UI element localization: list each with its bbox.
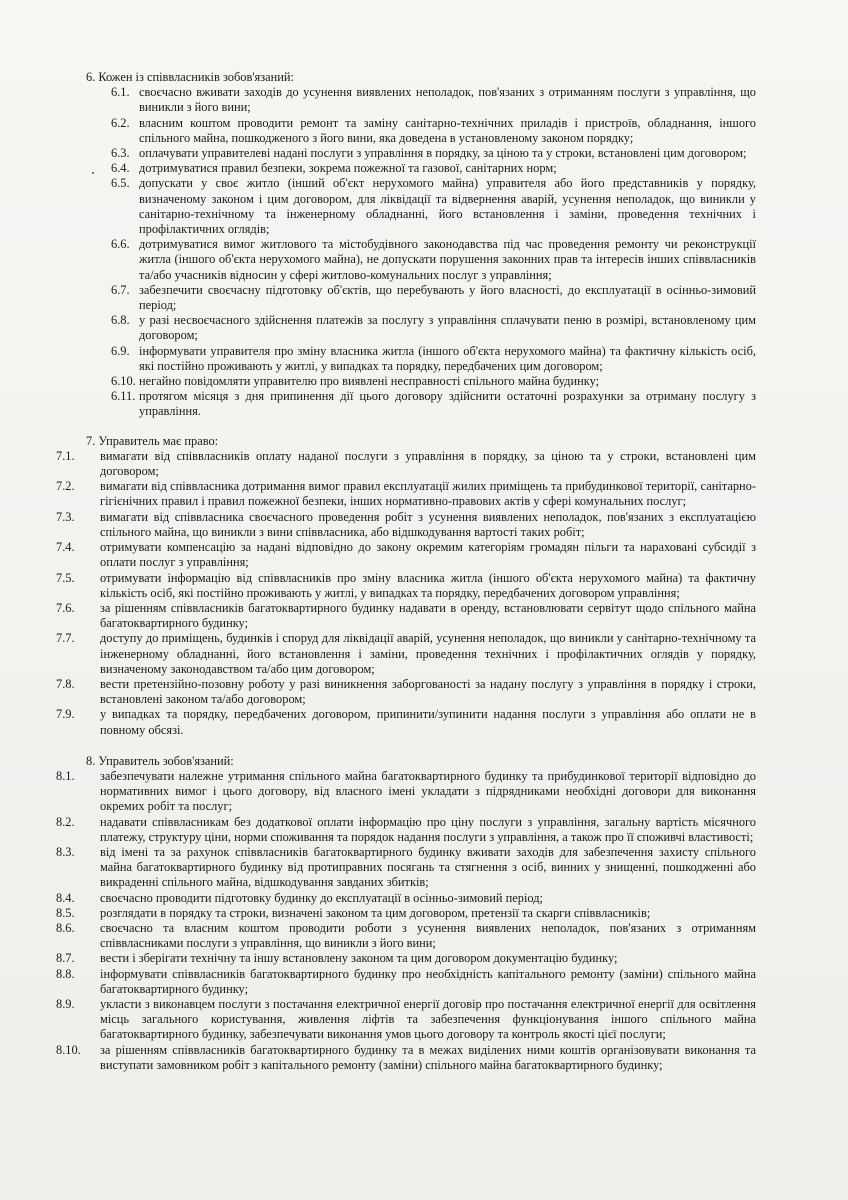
section-8-title: 8. Управитель зобов'язаний: (86, 753, 234, 768)
clause-number: 7.4. (56, 540, 75, 555)
clause-number: 8.9. (56, 996, 75, 1011)
clause-text: вимагати від співвласника своєчасного проведення робіт з усунення виявлених неполадок, пов'язаних з експлуатацією спільного майна, що виникли з вини співвласника, або відшкодування вартості таких робіт; (100, 509, 756, 539)
clause-number: 7.8. (56, 676, 75, 691)
clause-item (56, 389, 756, 419)
clause-text: інформувати співвласників багатоквартирного будинку про необхідність капітального ремонту (заміни) спільного майна багатоквартирного будинку; (100, 966, 756, 996)
clause-text: власним коштом проводити ремонт та заміну санітарно-технічних приладів і пристроїв, обладнання, іншого спільного майна, пошкодженого з його вини, яка доведена в установленому законом порядку; (139, 115, 756, 145)
clause-text: вимагати від співвласників оплату наданої послуги з управління в порядку, за ціною та у строки, встановлені цим договором; (100, 448, 756, 479)
clause-text: допускати у своє житло (інший об'єкт нерухомого майна) управителя або його представників у порядку, визначеному законом і цим договором, для ліквідації та відвернення аварій, усунення неполадок, що виникли у санітарно-технічному та інженерному обладнанні, його встановлення і заміни, проведення технічних і профілактичних оглядів; (139, 176, 756, 237)
clause-text: у разі несвоєчасного здійснення платежів за послугу з управління сплачувати пеню в розмірі, встановленому цим договором; (139, 313, 756, 343)
clause-item (56, 237, 756, 283)
clause-number: 8.7. (56, 951, 75, 966)
clause-item (56, 967, 756, 997)
clause-number: 6.3. (111, 146, 130, 161)
clause-number: 6.4. (111, 161, 130, 176)
clause-item (56, 707, 756, 737)
clause-number: 6.5. (111, 176, 130, 191)
clause-text: оплачувати управителеві надані послуги з управління в порядку, за ціною та у строки, встановлені цим договором; (139, 146, 747, 161)
clause-item (56, 845, 756, 891)
clause-item (56, 571, 756, 601)
section-7-title: 7. Управитель має право: (86, 433, 219, 448)
clause-text: своєчасно та власним коштом проводити роботи з усунення виявлених неполадок, пов'язаних з отриманням співвласниками послуги з управління, що виникли з його вини; (100, 920, 756, 951)
clause-item (56, 769, 756, 815)
clause-text: вимагати від співвласника дотримання вимог правил експлуатації жилих приміщень та прибудинкової території, санітарно-гігієнічних правил і правил пожежної безпеки, інших нормативно-правових актів у сфері комунальних послуг; (100, 479, 756, 509)
clause-item (56, 176, 756, 237)
clause-item (56, 283, 756, 313)
clause-text: своєчасно вживати заходів до усунення виявлених неполадок, пов'язаних з отриманням послуги з управління, що виникли з його вини; (139, 85, 756, 115)
clause-number: 8.8. (56, 966, 75, 981)
clause-number: 8.1. (56, 768, 75, 783)
clause-item (56, 1043, 756, 1073)
clause-text: від імені та за рахунок співвласників багатоквартирного будинку вживати заходів для забезпечення захисту спільного майна багатоквартирного будинку від протиправних посягань та стягнення з осіб, винних у знищенні, пошкодженні або викраденні спільного майна, відшкодування завданих збитків; (100, 844, 756, 890)
clause-text: вести претензійно-позовну роботу у разі виникнення заборгованості за надану послугу з управління в порядку і строки, встановлені законом та/або договором; (100, 676, 756, 707)
clause-text: отримувати інформацію від співвласників про зміну власника житла (іншого об'єкта нерухомого майна) та фактичну кількість осіб, які постійно проживають у житлі, у випадках та порядку, передбачених договором управління; (100, 570, 756, 600)
clause-number: 7.2. (56, 479, 75, 494)
clause-number: 7.3. (56, 509, 75, 524)
clause-text: розглядати в порядку та строки, визначені законом та цим договором, претензії та скарги співвласників; (100, 905, 651, 920)
clause-item (56, 85, 756, 115)
clause-number: 8.5. (56, 905, 75, 920)
clause-number: 7.5. (56, 570, 75, 585)
clause-text: за рішенням співвласників багатоквартирного будинку надавати в оренду, встановлювати сервітут щодо спільного майна багатоквартирного будинку; (100, 600, 756, 631)
clause-text: своєчасно проводити підготовку будинку до експлуатації в осінньо-зимовий період; (100, 890, 543, 905)
clause-item (56, 906, 756, 921)
section-8 (56, 754, 756, 1073)
clause-text: забезпечити своєчасну підготовку об'єктів, що перебувають у його власності, до експлуатації в осінньо-зимовий період; (139, 282, 756, 313)
clause-number: 7.7. (56, 631, 75, 646)
clause-text: у випадках та порядку, передбачених договором, припинити/зупинити надання послуги з управління або оплати не в повному обсязі. (100, 707, 756, 737)
clause-text: інформувати управителя про зміну власника житла (іншого об'єкта нерухомого майна) та фактичну кількість осіб, які постійно проживають у житлі, у випадках та порядку, передбачених цим договором; (139, 343, 756, 373)
clause-item (56, 374, 756, 389)
clause-text: за рішенням співвласників багатоквартирного будинку та в межах виділених ними коштів організовувати виконання та виступати замовником робіт з капітального ремонту (заміни) спільного майна багатоквартирного будинку; (100, 1042, 756, 1072)
clause-item (56, 921, 756, 951)
section-6-title: 6. Кожен із співвласників зобов'язаний: (86, 70, 294, 84)
clause-number: 8.3. (56, 844, 75, 859)
clause-text: негайно повідомляти управителю про виявлені несправності спільного майна будинку; (139, 374, 600, 389)
clause-text: дотримуватися вимог житлового та містобудівного законодавства під час проведення ремонту чи реконструкції житла (іншого об'єкта нерухомого майна), не допускати порушення законних прав та інтересів інших співвласників та/або учасників відносин у сфері житлово-комунальних послуг з управління; (139, 237, 756, 282)
clause-item (56, 313, 756, 343)
section-8-items (56, 769, 756, 1073)
clause-number: 8.10. (56, 1042, 81, 1057)
clause-item (56, 631, 756, 677)
clause-number: 6.10. (111, 374, 136, 389)
section-6 (56, 70, 756, 420)
clause-number: 6.7. (111, 282, 130, 297)
clause-item (56, 601, 756, 631)
clause-item (56, 540, 756, 570)
clause-number: 6.8. (111, 313, 130, 328)
clause-text: надавати співвласникам без додаткової оплати інформацію про ціну послуги з управління, загальну вартість місячного платежу, структуру ціни, норми споживання та порядок надання послуги з управління, а також про її споживчі властивості; (100, 814, 756, 844)
document-body (56, 70, 756, 1073)
clause-item (56, 116, 756, 146)
clause-text: укласти з виконавцем послуги з постачання електричної енергії договір про постачання електричної енергії для освітлення місць загального користування, живлення ліфтів та забезпечення функціонування іншого спільного майна багатоквартирного будинку, забезпечувати виконання умов цього договору та контроль якості цієї послуги; (100, 996, 756, 1042)
clause-item (56, 479, 756, 509)
clause-number: 8.6. (56, 920, 75, 935)
clause-item (56, 510, 756, 540)
clause-number: 6.11. (111, 389, 136, 404)
clause-text: протягом місяця з дня припинення дії цього договору здійснити остаточні розрахунки за отриману послугу з управління. (139, 389, 756, 419)
clause-item (56, 815, 756, 845)
clause-number: 6.2. (111, 115, 130, 130)
clause-item (56, 146, 756, 161)
clause-number: 6.6. (111, 237, 130, 252)
clause-text: вести і зберігати технічну та іншу встановлену законом та цим договором документацію будинку; (100, 951, 618, 966)
clause-item (56, 344, 756, 374)
clause-number: 8.4. (56, 890, 75, 905)
clause-number: 7.6. (56, 600, 75, 615)
clause-number: 8.2. (56, 814, 75, 829)
section-7 (56, 434, 756, 738)
clause-number: 6.9. (111, 343, 130, 358)
clause-text: дотримуватися правил безпеки, зокрема пожежної та газової, санітарних норм; (139, 161, 557, 176)
clause-number: 6.1. (111, 85, 130, 100)
clause-item (56, 997, 756, 1043)
clause-text: забезпечувати належне утримання спільного майна багатоквартирного будинку та прибудинкової території відповідно до нормативних вимог і цього договору, від власного імені укладати з підрядниками необхідні договори для виконання окремих робіт та послуг; (100, 768, 756, 814)
section-7-items (56, 449, 756, 738)
clause-item (56, 891, 756, 906)
clause-item (56, 449, 756, 479)
clause-item (56, 951, 756, 966)
clause-number: 7.9. (56, 707, 75, 722)
clause-text: доступу до приміщень, будинків і споруд для ліквідації аварій, усунення неполадок, що виникли у санітарно-технічному та інженерному обладнанні, його встановлення і заміни, проведення технічних і профілактичних оглядів у порядку, визначеному законодавством та/або цим договором; (100, 631, 756, 676)
section-6-items (56, 85, 756, 419)
clause-text: отримувати компенсацію за надані відповідно до закону окремим категоріям громадян пільги та нараховані субсидії з оплати послуг з управління; (100, 540, 756, 570)
clause-item (56, 677, 756, 707)
clause-item (56, 161, 756, 176)
clause-number: 7.1. (56, 448, 75, 463)
